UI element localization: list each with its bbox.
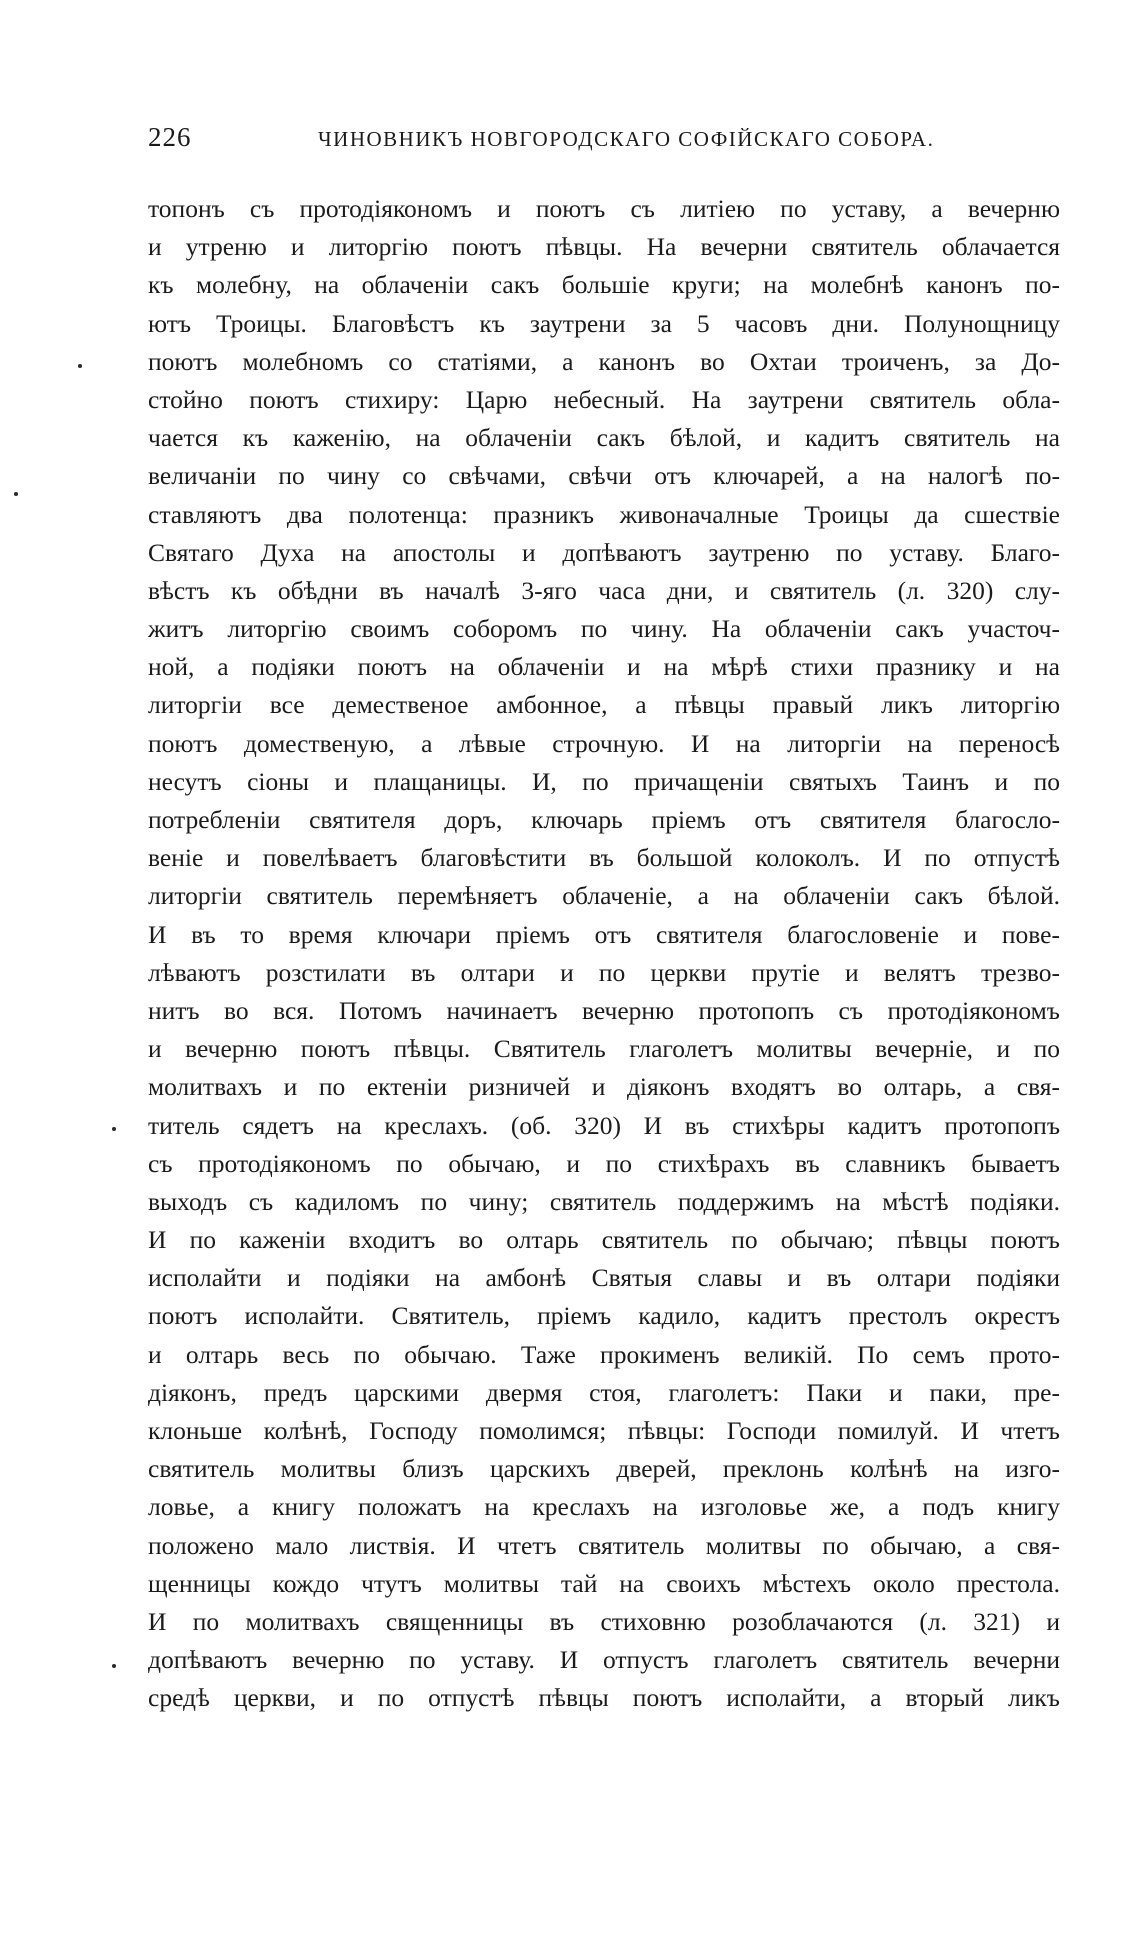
text-line: несутъ сіоны и плащаницы. И, по причащеніи святыхъ Таинъ и по [148, 766, 1060, 796]
text-line: средѣ церкви, и по отпустѣ пѣвцы поютъ исполайти, а вторый ликъ [148, 1683, 1060, 1713]
text-line: ловье, а книгу положатъ на креслахъ на изголовье же, а подъ книгу [148, 1492, 1060, 1522]
text-line: и вечерню поютъ пѣвцы. Святитель глаголетъ молитвы вечерніе, и по [148, 1034, 1060, 1064]
text-line: святитель молитвы близъ царскихъ дверей, преклонь колѣнѣ на изго- [148, 1454, 1060, 1484]
text-line: діяконъ, предъ царскими двермя стоя, глаголетъ: Паки и паки, пре- [148, 1377, 1060, 1407]
text-line: литоргіи святитель перемѣняетъ облаченіе, а на облаченіи сакъ бѣлой. [148, 881, 1060, 911]
text-line: клоньше колѣнѣ, Господу помолимся; пѣвцы: Господи помилуй. И чтетъ [148, 1416, 1060, 1445]
margin-dot-mark [78, 364, 82, 368]
text-line: молитвахъ и по ектеніи ризничей и діяконъ входятъ во олтарь, а свя- [148, 1072, 1060, 1102]
text-line: къ молебну, на облаченіи сакъ большіе круги; на молебнѣ канонъ по- [148, 270, 1060, 300]
text-line: ютъ Троицы. Благовѣстъ къ заутрени за 5 часовъ дни. Полунощницу [148, 308, 1060, 338]
text-line: выходъ съ кадиломъ по чину; святитель поддержимъ на мѣстѣ подіяки. [148, 1186, 1060, 1216]
header-title: ЧИНОВНИКЪ НОВГОРОДСКАГО СОФІЙСКАГО СОБОРА. [318, 127, 935, 151]
text-line: И по молитвахъ священницы въ стиховню розоблачаются (л. 321) и [148, 1606, 1060, 1636]
body-text [148, 190, 1060, 1718]
text-line: топонъ съ протодіякономъ и поютъ съ литіею по уставу, а вечерню [148, 194, 1060, 223]
margin-dot-mark [112, 1664, 116, 1668]
text-line: съ протодіякономъ по обычаю, и по стихѣрахъ въ славникъ бываетъ [148, 1148, 1060, 1178]
text-line: исполайти и подіяки на амбонѣ Святыя славы и въ олтари подіяки [148, 1263, 1060, 1293]
text-line: стойно поютъ стихиру: Царю небесный. На заутрени святитель обла- [148, 384, 1060, 414]
text-line: литоргіи все демественое амбонное, а пѣвцы правый ликъ литоргію [148, 690, 1060, 720]
margin-dot-mark [112, 1127, 116, 1131]
text-line: потребленіи святителя доръ, ключарь пріемъ отъ святителя благосло- [148, 805, 1060, 834]
text-line: поютъ молебномъ со статіями, а канонъ во Охтаи троиченъ, за До- [148, 346, 1060, 376]
text-line: величаніи по чину со свѣчами, свѣчи отъ ключарей, а на налогѣ по- [148, 461, 1060, 491]
text-line: И въ то время ключари пріемъ отъ святителя благословеніе и пове- [148, 919, 1060, 949]
text-line: лѣваютъ розстилати въ олтари и по церкви прутіе и велятъ трезво- [148, 957, 1060, 987]
margin-dot-mark [14, 492, 18, 496]
running-header [148, 122, 1060, 162]
text-line: титель сядетъ на креслахъ. (об. 320) И въ стихѣры кадитъ протопопъ [148, 1110, 1060, 1140]
text-line: щенницы кождо чтутъ молитвы тай на своихъ мѣстехъ около престола. [148, 1568, 1060, 1598]
text-line: поютъ домественую, а лѣвые строчную. И на литоргіи на переносѣ [148, 728, 1060, 758]
text-line: Святаго Духа на апостолы и допѣваютъ заутреню по уставу. Благо- [148, 537, 1060, 567]
text-line: и олтарь весь по обычаю. Таже прокименъ великій. По семъ прото- [148, 1339, 1060, 1369]
text-line: И по каженіи входитъ во олтарь святитель по обычаю; пѣвцы поютъ [148, 1225, 1060, 1255]
text-line: чается къ каженію, на облаченіи сакъ бѣлой, и кадитъ святитель на [148, 423, 1060, 453]
text-line: и утреню и литоргію поютъ пѣвцы. На вечерни святитель облачается [148, 232, 1060, 262]
text-line: положено мало листвія. И чтетъ святитель молитвы по обычаю, а свя- [148, 1530, 1060, 1560]
text-line: ставляютъ два полотенца: празникъ живоначалные Троицы да сшествіе [148, 499, 1060, 529]
text-line: поютъ исполайти. Святитель, пріемъ кадило, кадитъ престолъ окрестъ [148, 1301, 1060, 1331]
text-line: ной, а подіяки поютъ на облаченіи и на мѣрѣ стихи празнику и на [148, 652, 1060, 682]
text-line: вѣстъ къ обѣдни въ началѣ 3-яго часа дни, и святитель (л. 320) слу- [148, 575, 1060, 605]
text-line: веніе и повелѣваетъ благовѣстити въ большой колоколъ. И по отпустѣ [148, 843, 1060, 873]
text-line: допѣваютъ вечерню по уставу. И отпустъ глаголетъ святитель вечерни [148, 1645, 1060, 1675]
text-line: житъ литоргію своимъ соборомъ по чину. На облаченіи сакъ участоч- [148, 614, 1060, 644]
text-line: нитъ во вся. Потомъ начинаетъ вечерню протопопъ съ протодіякономъ [148, 995, 1060, 1025]
page-number: 226 [148, 122, 192, 152]
